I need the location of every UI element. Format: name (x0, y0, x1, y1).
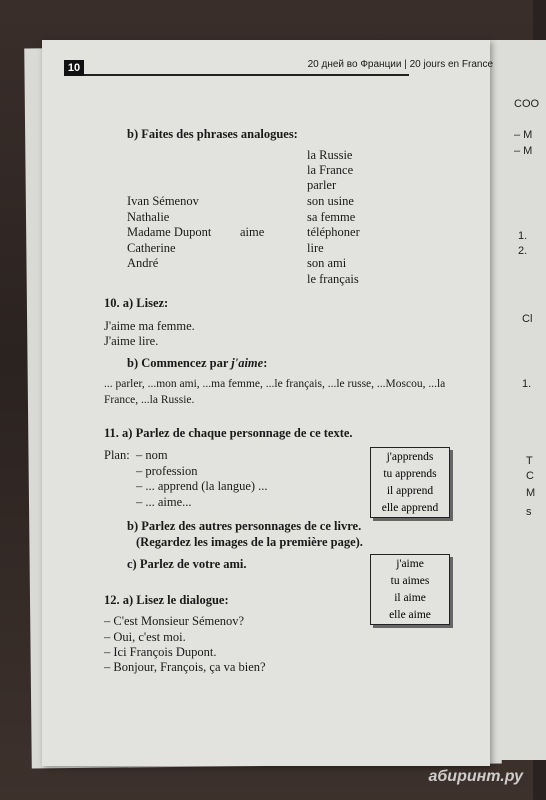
object-item: parler (307, 178, 337, 192)
conjugation-line: tu aimes (390, 575, 430, 587)
right-page-line: s (526, 506, 532, 518)
exercise-11b-line2: (Regardez les images de la première page). (136, 535, 363, 549)
right-page-line: – M (514, 145, 533, 157)
exercise-9b-title: b) Faites des phrases analogues: (127, 127, 298, 141)
object-item: la Russie (307, 148, 353, 162)
dialogue-line: – Bonjour, François, ça va bien? (104, 660, 266, 674)
exercise-10b-title (127, 356, 267, 371)
right-page-header: COO (514, 98, 540, 110)
conjugation-line: tu apprends (383, 468, 437, 480)
plan-item: – ... apprend (la langue) ... (136, 479, 268, 493)
exercise-11-title: 11. a) Parlez de chaque personnage de ce texte. (104, 426, 353, 440)
plan-item: – profession (136, 464, 198, 478)
dialogue-line: – C'est Monsieur Sémenov? (104, 614, 245, 628)
name-item: Catherine (127, 241, 176, 255)
page-number: 10 (64, 60, 84, 76)
plan-label: Plan: (104, 448, 130, 462)
text-line: ... parler, ...mon ami, ...ma femme, ...le français, ...le russe, ...Moscou, ...la (104, 378, 446, 390)
right-page-line: Cl (522, 313, 533, 325)
conjugation-box-apprendre (370, 447, 450, 518)
plan-item: – nom (136, 448, 168, 462)
conjugation-line: elle apprend (381, 502, 439, 514)
header-rule (84, 74, 409, 76)
object-item: son usine (307, 194, 354, 208)
title-em: j'aime (231, 356, 264, 370)
dialogue-line: – Oui, c'est moi. (104, 630, 186, 644)
right-page-line: 1. (522, 378, 532, 390)
conjugation-line: il apprend (386, 485, 434, 497)
object-item: la France (307, 163, 354, 177)
text-line: J'aime ma femme. (104, 319, 195, 333)
conjugation-line: j'apprends (386, 451, 434, 463)
exercise-10-title: 10. a) Lisez: (104, 296, 169, 310)
right-page (486, 40, 546, 760)
running-title: 20 дней во Франции | 20 jours en France (307, 59, 493, 70)
name-item: Nathalie (127, 210, 170, 224)
title-suffix: : (263, 356, 268, 370)
watermark: абиринт.ру (428, 768, 523, 785)
exercise-11b-line1: b) Parlez des autres personnages de ce livre. (127, 519, 362, 533)
object-item: son ami (307, 256, 347, 270)
object-item: le français (307, 272, 359, 286)
title-prefix: b) Commencez par (127, 356, 232, 370)
object-item: lire (307, 241, 324, 255)
text-line: France, ...la Russie. (104, 394, 195, 406)
dialogue-line: – Ici François Dupont. (104, 645, 217, 659)
name-item: André (127, 256, 159, 270)
conjugation-line: il aime (394, 592, 426, 604)
text-line: J'aime lire. (104, 334, 159, 348)
verb-aime: aime (240, 225, 265, 239)
right-page-line: 1. (518, 230, 528, 242)
name-item: Ivan Sémenov (127, 194, 199, 208)
exercise-11c-title: c) Parlez de votre ami. (127, 557, 247, 571)
right-page-line: T (526, 455, 533, 467)
right-page-line: C (526, 470, 534, 482)
object-item: sa femme (307, 210, 356, 224)
right-page-line: – M (514, 129, 533, 141)
name-item: Madame Dupont (127, 225, 212, 239)
right-page-line: 2. (518, 245, 528, 257)
plan-item: – ... aime... (136, 495, 192, 509)
conjugation-line: elle aime (389, 609, 431, 621)
conjugation-line: j'aime (396, 558, 424, 570)
right-page-line: M (526, 487, 536, 499)
object-item: téléphoner (307, 225, 360, 239)
conjugation-box-aimer (370, 554, 450, 625)
exercise-12-title: 12. a) Lisez le dialogue: (104, 593, 229, 607)
